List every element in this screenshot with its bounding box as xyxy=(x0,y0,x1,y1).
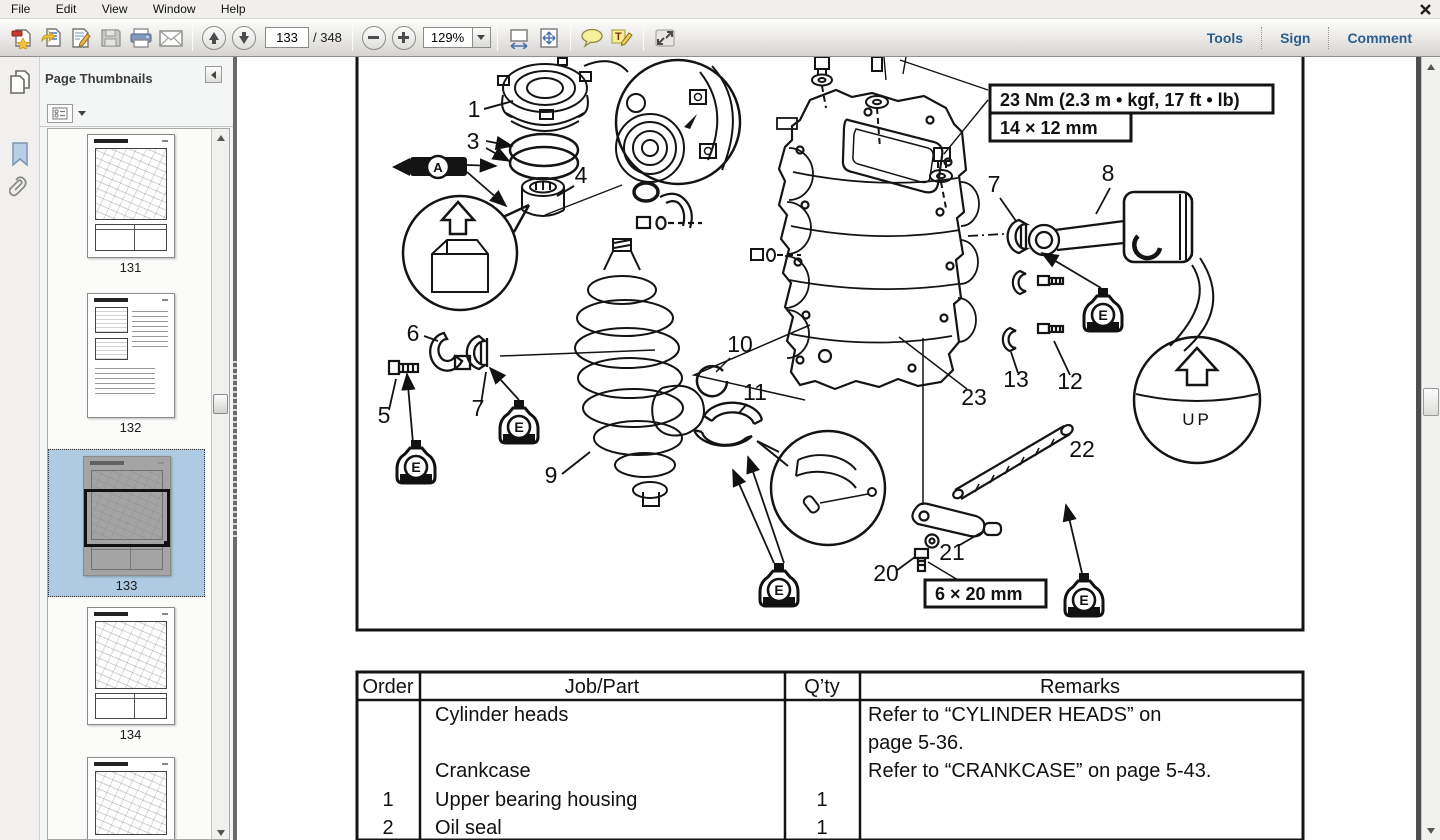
thumbnail-page-134[interactable] xyxy=(48,607,213,751)
thumbnail-page-number: 131 xyxy=(119,260,142,275)
zoom-level-control[interactable] xyxy=(423,27,491,48)
part-clamp-6 xyxy=(430,333,470,371)
next-page-button[interactable] xyxy=(232,26,256,50)
grease-letter: E xyxy=(774,582,784,598)
open-file-icon[interactable] xyxy=(6,23,36,53)
part-bearing-shell-7 xyxy=(1008,220,1026,253)
bolt-size-bottom-text: 6 × 20 mm xyxy=(935,584,1023,604)
thumbnail-image[interactable] xyxy=(87,293,175,418)
table-cell-text: page 5-36. xyxy=(868,732,964,754)
part-crankcase-block xyxy=(777,90,979,389)
page-thumbnails-panel xyxy=(40,57,233,840)
navigation-icon-strip xyxy=(0,57,40,840)
table-cell-text: Crankcase xyxy=(435,760,531,782)
zoom-in-button[interactable] xyxy=(392,26,416,50)
thumbnail-image[interactable] xyxy=(87,757,175,840)
part-clamps-12-13 xyxy=(1003,271,1063,351)
sealant-applicator xyxy=(392,156,467,178)
document-page[interactable] xyxy=(237,57,1421,840)
thumbnail-page-number: 133 xyxy=(115,578,138,593)
table-cell-text: Refer to “CYLINDER HEADS” on xyxy=(868,704,1162,726)
part-label-12: 12 xyxy=(1057,368,1083,394)
grease-letter: E xyxy=(1098,307,1108,323)
part-label-21: 21 xyxy=(939,539,965,565)
part-o-rings xyxy=(510,134,578,179)
grease-symbols xyxy=(397,253,1122,616)
scroll-up-icon[interactable] xyxy=(1422,58,1440,75)
part-label-23: 23 xyxy=(961,384,987,410)
part-label-4: 4 xyxy=(574,162,588,188)
part-label-1: 1 xyxy=(467,96,481,122)
close-icon[interactable] xyxy=(1419,3,1432,16)
part-crankshaft xyxy=(575,239,704,506)
thumbnail-scrollbar[interactable] xyxy=(211,129,229,840)
thumbnail-options-button[interactable] xyxy=(47,104,73,123)
attachments-icon[interactable] xyxy=(0,171,40,205)
part-label-5: 5 xyxy=(377,402,391,428)
part-label-7b: 7 xyxy=(987,171,1001,197)
sign-document-icon[interactable] xyxy=(66,23,96,53)
menu-help[interactable]: Help xyxy=(220,2,246,16)
thumbnail-options-caret[interactable] xyxy=(78,111,86,116)
thumbnail-viewport-indicator[interactable] xyxy=(84,489,170,547)
zoom-dropdown-caret[interactable] xyxy=(473,27,491,48)
up-direction-detail xyxy=(1134,258,1260,463)
table-cell-text: Remarks xyxy=(1039,676,1121,698)
thumbnail-scrollbar-thumb[interactable] xyxy=(213,394,228,414)
scroll-down-icon[interactable] xyxy=(1422,822,1440,839)
part-label-22: 22 xyxy=(1069,436,1095,462)
table-cell-text: Q’ty xyxy=(804,676,840,698)
table-cell-text: Job/Part xyxy=(564,676,640,698)
menu-view[interactable]: View xyxy=(101,2,128,16)
save-icon[interactable] xyxy=(96,23,126,53)
panel-header xyxy=(40,57,233,101)
page-thumbnails-icon[interactable] xyxy=(0,65,40,99)
previous-page-button[interactable] xyxy=(202,26,226,50)
fullscreen-icon[interactable] xyxy=(650,23,680,53)
table-cell-text: 1 xyxy=(816,789,828,811)
grease-letter: E xyxy=(411,459,421,475)
up-text: UP xyxy=(1182,410,1212,429)
part-label-20: 20 xyxy=(873,560,899,586)
scroll-up-icon[interactable] xyxy=(212,129,230,146)
install-direction-detail xyxy=(403,196,529,310)
table-cell-text: Refer to “CRANKCASE” on page 5-43. xyxy=(868,760,1212,782)
bolt-size-box-bottom xyxy=(925,580,1046,607)
page-total-label: / 348 xyxy=(313,30,342,45)
zoom-out-button[interactable] xyxy=(362,26,386,50)
email-icon[interactable] xyxy=(156,23,186,53)
part-label-11: 11 xyxy=(743,379,767,405)
bolt-size-top-text: 14 × 12 mm xyxy=(1000,118,1098,138)
save-as-icon[interactable] xyxy=(36,23,66,53)
zoom-level-value[interactable]: 129% xyxy=(423,27,473,48)
small-bolt-washer xyxy=(751,249,801,261)
page-number-input[interactable] xyxy=(265,27,309,48)
menu-window[interactable]: Window xyxy=(152,2,196,16)
collapse-panel-button[interactable] xyxy=(205,66,222,83)
block-bolts xyxy=(812,57,952,208)
thumbnail-page-number: 132 xyxy=(119,420,142,435)
thumbnail-image[interactable] xyxy=(83,456,171,576)
comment-bubble-icon[interactable] xyxy=(577,23,607,53)
toolbar xyxy=(0,19,1440,57)
bookmarks-icon[interactable] xyxy=(0,137,40,171)
thumbnail-page-132[interactable] xyxy=(48,293,213,444)
part-label-8: 8 xyxy=(1101,160,1115,186)
panel-options-row xyxy=(40,101,233,127)
table-cell-text: 1 xyxy=(382,789,394,811)
table-cell-text: Cylinder heads xyxy=(435,704,569,726)
part-label-13: 13 xyxy=(1003,366,1029,392)
thumbnail-page-number: 134 xyxy=(119,727,142,742)
comment-button[interactable]: Comment xyxy=(1347,30,1412,46)
part-upper-bearing-housing xyxy=(498,58,591,131)
part-label-3: 3 xyxy=(466,128,480,154)
svg-text:T: T xyxy=(614,30,622,43)
menu-bar xyxy=(0,0,1440,19)
table-cell-text: Oil seal xyxy=(435,817,502,839)
text-highlight-icon[interactable] xyxy=(607,23,637,53)
grease-letter: E xyxy=(514,419,524,435)
fit-width-icon[interactable] xyxy=(504,23,534,53)
table-cell-text: Order xyxy=(362,676,414,698)
grease-letter: E xyxy=(1079,592,1089,608)
panel-title: Page Thumbnails xyxy=(45,71,153,86)
document-scrollbar[interactable] xyxy=(1421,57,1440,840)
thumbnail-image[interactable] xyxy=(87,134,175,258)
torque-spec-text: 23 Nm (2.3 m • kgf, 17 ft • lb) xyxy=(1000,90,1240,110)
scroll-down-icon[interactable] xyxy=(212,824,230,840)
part-clamp-7 xyxy=(467,336,487,369)
bolt-size-box-top xyxy=(990,113,1131,141)
print-icon[interactable] xyxy=(126,23,156,53)
part-bolt-5 xyxy=(389,361,418,374)
thumbnail-page-133[interactable] xyxy=(48,449,205,597)
bearing-dowel-detail xyxy=(757,431,885,545)
thumbnail-page-135[interactable] xyxy=(48,757,213,840)
part-seal-and-elbow xyxy=(634,183,702,229)
sign-button[interactable]: Sign xyxy=(1280,30,1311,46)
part-label-9: 9 xyxy=(544,462,558,488)
thumbnail-image[interactable] xyxy=(87,607,175,725)
part-connecting-rod-piston xyxy=(1029,192,1192,262)
menu-file[interactable]: File xyxy=(11,2,31,16)
part-splined-shaft-22 xyxy=(952,423,1075,500)
table-cell-text: 2 xyxy=(382,817,394,839)
menu-edit[interactable]: Edit xyxy=(55,2,77,16)
thumbnail-list xyxy=(47,128,230,840)
fit-page-icon[interactable] xyxy=(534,23,564,53)
torque-spec-box xyxy=(990,85,1273,113)
table-cell-text: Upper bearing housing xyxy=(435,789,638,811)
crankcase-top-detail xyxy=(584,60,740,184)
document-scrollbar-thumb[interactable] xyxy=(1423,388,1439,416)
part-label-6: 6 xyxy=(406,320,420,346)
part-label-7: 7 xyxy=(471,395,485,421)
applicator-letter: A xyxy=(433,160,443,175)
exploded-parts-diagram xyxy=(237,57,1421,840)
thumbnail-page-131[interactable] xyxy=(48,134,213,284)
table-cell-text: 1 xyxy=(816,817,828,839)
part-label-10: 10 xyxy=(727,331,753,357)
tools-button[interactable]: Tools xyxy=(1206,30,1244,46)
